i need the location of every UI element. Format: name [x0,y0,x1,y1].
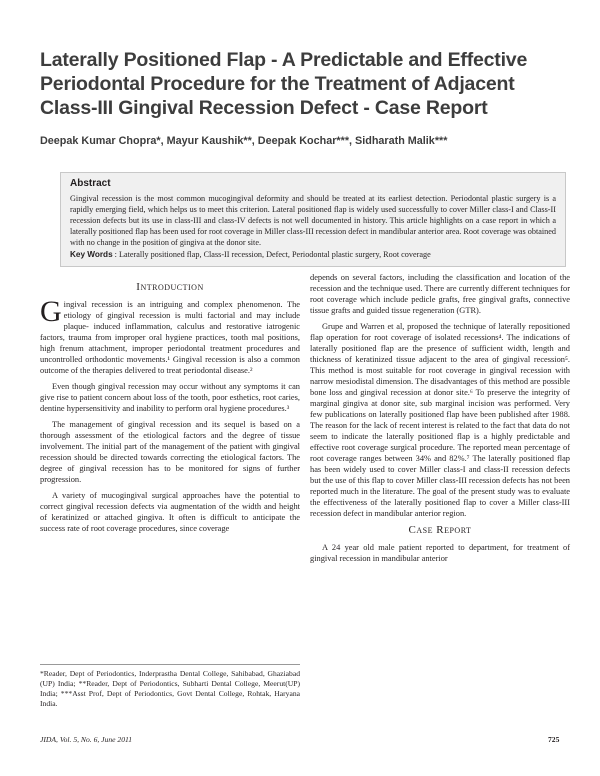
article-title: Laterally Positioned Flap - A Predictable and Effective Periodontal Procedure for the Treatment of Adjacent Class-III Gingival Recession Defect - Case Report [40,49,528,119]
right-column [310,272,570,569]
keywords-label: Key Words [70,250,113,259]
case-report-paragraph-1: A 24 year old male patient reported to department, for treatment of gingival recession in mandibular anterior [310,543,570,563]
abstract-heading: Abstract [70,178,111,189]
author-list: Deepak Kumar Chopra*, Mayur Kaushik**, Deepak Kochar***, Sidharath Malik*** [40,135,448,147]
intro-paragraph-1-text: ingival recession is an intriguing and complex phenomenon. The etiology of gingival recession is multi factorial and may include plaque- induced inflammation, calculus and restorative iatrogenic factors, trauma from improper oral hygiene practices, tooth mal positions, high frenum attachment, improper periodontal treatment procedures and uncontrolled orthodontic movements.¹ Gingival recession is also a common outcome of the therapies delivered to treat periodontal disease.² [40,300,300,375]
author-affiliations-footnote [40,664,300,709]
left-column [40,281,300,539]
journal-citation: JIDA, Vol. 5, No. 6, June 2011 [40,735,133,744]
case-report-heading: Case Report [408,524,472,536]
drop-cap: G [40,295,62,328]
abstract-text: Gingival recession is the most common mucogingival deformity and should be treated at its earliest detection. Periodontal plastic surgery is a rapidly emerging field, which helps us to meet this criterion. Lateral positioned flap is widely used successfully to cover Miller class-I and Class-II recession defects but its use in class-III and class-IV defects is not well documented in history. This article highlights on a case report in which a laterally positioned flap has been used for root coverage in Miller class-III recession defect in mandibular anterior area. Root coverage was obtained with no change in the position of gingiva at the donor site. [70,194,556,247]
intro-paragraph-6: Grupe and Warren et al, proposed the technique of laterally repositioned flap operation for root coverage of isolated recessions⁴. The indications of laterally positioned flap are the presence of sufficient width, length and thickness of keratinized tissue adjacent to the area of gingival recession⁵. This method is most suitable for root coverage in gingival recession with narrow mesiodistal dimension. The disadvantages of this method are possible bone loss and gingival recession at donor site.⁶ To preserve the integrity of marginal gingiva at donor site, sub marginal incision was performed. Very few publications on laterally positioned flap have been published after 1988. The reason for the lack of recent interest is related to the fact that data do not seem to indicate the laterally positioned flap is a highly predictable and effective root coverage surgical procedure. The reported mean percentage of root coverage ranges between 34% and 82%.⁷ The laterally positioned flap has been widely used to cover Miller class-I and class-II recession defects but the use of this flap to cover Miller class-III recession defects has not been reported much in the literature. The goal of the present study was to evaluate the effectiveness of the laterally positioned flap to cover a Miller class-III recession defect in mandibular anterior region. [310,322,570,518]
abstract-box [60,172,566,267]
footnote-text: *Reader, Dept of Periodontics, Inderprastha Dental College, Sahibabad, Ghaziabad (UP) India; **Reader, Dept of Periodontics, Subharti Dental College, Meerut(UP) India; ***Asst Prof, Dept of Periodontics, Govt Dental College, Rohtak, Haryana India. [40,669,300,708]
keywords [70,249,556,260]
intro-paragraph-4: A variety of mucogingival surgical approaches have the potential to correct gingival recession defects via augmentation of the width and height of keratinized or attached gingiva. It often is difficult to anticipate the success rate of root coverage procedures, since coverage [40,491,300,533]
intro-paragraph-1 [40,295,300,376]
page-number: 725 [548,735,560,744]
intro-paragraph-5: depends on several factors, including the classification and location of the recession and the technique used. There are currently different techniques for root coverage which include pedicle grafts, free gingival grafts, connective tissue grafts and guided tissue regeneration (GTR). [310,273,570,315]
intro-paragraph-3: The management of gingival recession and its sequel is based on a thorough assessment of the etiological factors and the degree of tissue involvement. The initial part of the management of the patient with gingival recession should be directed towards correcting the etiological factors. The degree of gingival recession has to be monitored for signs of further progression. [40,420,300,484]
introduction-heading: Introduction [136,281,204,293]
keywords-text: : Laterally positioned flap, Class-II recession, Defect, Periodontal plastic surgery, Root coverage [112,250,431,259]
intro-paragraph-2: Even though gingival recession may occur without any symptoms it can give rise to patient concern about loss of the tooth, poor esthetics, root caries, dentine hypersensitivity and inability to perform oral hygiene procedures.³ [40,382,300,413]
